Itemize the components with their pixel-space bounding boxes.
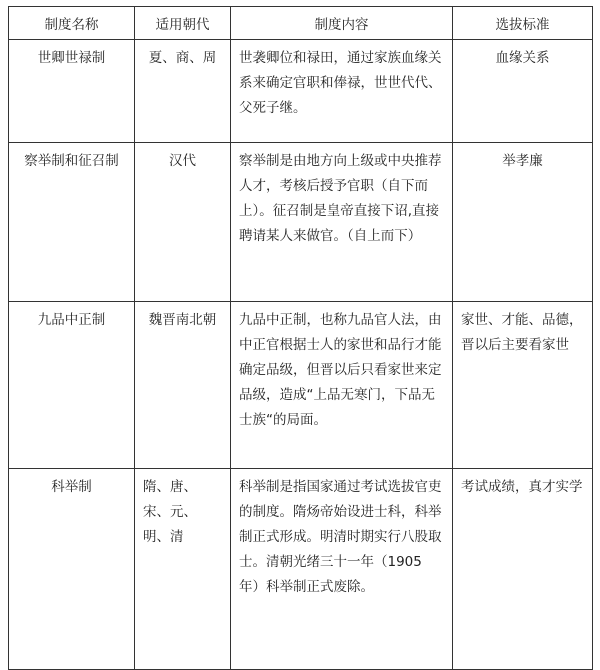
cell-standard: 考试成绩，真才实学	[453, 469, 593, 670]
selection-system-table	[8, 6, 593, 670]
cell-dynasty: 夏、商、周	[135, 40, 231, 143]
cell-system-name: 九品中正制	[9, 302, 135, 469]
cell-dynasty: 汉代	[135, 143, 231, 302]
cell-standard: 家世、才能、品德，晋以后主要看家世	[453, 302, 593, 469]
cell-standard: 举孝廉	[453, 143, 593, 302]
table-row	[9, 143, 593, 302]
header-standard: 选拔标准	[453, 7, 593, 40]
header-content: 制度内容	[231, 7, 453, 40]
cell-content: 世袭卿位和禄田，通过家族血缘关系来确定官职和俸禄，世世代代、父死子继。	[231, 40, 453, 143]
cell-dynasty: 隋、唐、宋、元、明、清	[135, 469, 231, 670]
cell-dynasty: 魏晋南北朝	[135, 302, 231, 469]
cell-content: 九品中正制，也称九品官人法，由中正官根据士人的家世和品行才能确定品级，但晋以后只看家世来定品级，造成“上品无寒门，下品无士族“的局面。	[231, 302, 453, 469]
table-row	[9, 469, 593, 670]
cell-system-name: 察举制和征召制	[9, 143, 135, 302]
header-system-name: 制度名称	[9, 7, 135, 40]
table-row	[9, 40, 593, 143]
cell-system-name: 世卿世禄制	[9, 40, 135, 143]
cell-system-name: 科举制	[9, 469, 135, 670]
table-row	[9, 302, 593, 469]
table-header-row	[9, 7, 593, 40]
cell-standard: 血缘关系	[453, 40, 593, 143]
cell-content: 科举制是指国家通过考试选拔官吏的制度。隋炀帝始设进士科，科举制正式形成。明清时期实行八股取士。清朝光绪三十一年（1905 年）科举制正式废除。	[231, 469, 453, 670]
cell-content: 察举制是由地方向上级或中央推荐人才，考核后授予官职（自下而上）。征召制是皇帝直接下诏,直接聘请某人来做官。（自上而下）	[231, 143, 453, 302]
header-dynasty: 适用朝代	[135, 7, 231, 40]
